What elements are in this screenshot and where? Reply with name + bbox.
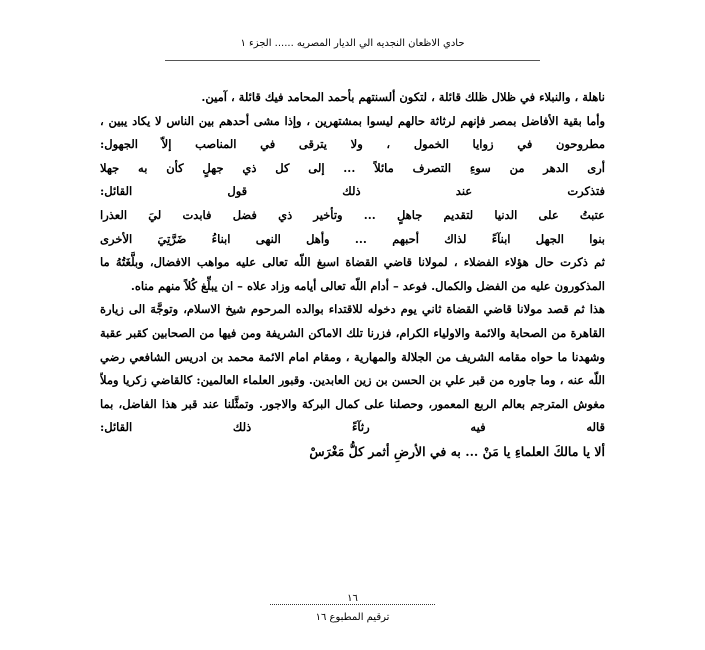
verse-line: ألا يا مالكَ العلماءِ يا مَنْ ... به في الأرضِ أثمر كلُّ مَغْرَسْ — [309, 443, 605, 459]
header-divider — [165, 60, 540, 61]
text-line: ناهلة ، والنبلاء في ظلال ظلك قائلة ، لتكون ألسنتهم بأحمد المحامد فيك قائلة ، آمين. — [201, 90, 605, 104]
verse-line: بنوا الجهل ابنآءً لذاك أحبهم ... وأهل النهى ابناءُ ضَرَّتِيَ الأخرى — [100, 231, 605, 246]
text-line: قاله فيه رثآءً ذلك القائل: — [100, 420, 605, 435]
text-line: مغوش المترجم بعالم الربع المعمور، وحصلنا على كمال البركة والاجور. وتمثَّلنا عند قبر هذا الفاضل، بما — [100, 396, 605, 411]
printed-page-number: ترقيم المطبوع ١٦ — [315, 612, 390, 623]
text-line: ثم ذكرت حال هؤلاء الفضلاء ، لمولانا قاضي القضاة اسبغ اللّه تعالى عليه مواهب الافضال، وبلَّغَتُهُ ما — [100, 255, 605, 270]
page-number-text: ١٦ — [343, 593, 362, 604]
verse-line: أرى الدهر من سوءِ التصرف مائلاً ... إلى كل ذي جهلٍ كأن به جهلا — [100, 160, 605, 175]
text-line: القاهرة من الصحابة والائمة والاولياء الكرام، فزرنا تلك الاماكن الشريفة ومن فيها من الصحابين كقبر عقبة — [100, 325, 605, 340]
text-line: مطروحون في زوايا الخمول ، ولا يترقى في المناصب إلاّ الجهول: — [100, 137, 605, 152]
footer-divider — [270, 604, 435, 605]
text-line: المذكورون عليه من الفضل والكمال. فوعد – أدام اللّه تعالى أيامه وزاد علاه – ان يبلِّغ كُلاً منهم مناه. — [130, 278, 605, 293]
text-line: وشهدنا ما حواه مقامه الشريف من الجلالة والمهارية ، ومقام امام الائمة محمد بن ادريس الشافعي رضي — [100, 349, 605, 364]
page-number — [270, 593, 435, 604]
running-header: حادي الاظعان النجديه الي الديار المصريه ...... الجزء ١ — [240, 38, 465, 49]
text-line: وأما بقية الأفاضل بمصر فإنهم لرثاثة حالهم ليسوا بمشتهرين ، وإذا مشى أحدهم بين الناس لا يكاد يبين ، — [100, 113, 605, 128]
verse-line: عتبتُ على الدنيا لتقديم جاهلٍ ... وتأخير ذي فضل فابدت ليَ العذرا — [100, 207, 605, 222]
text-line: اللّه عنه ، وما جاوره من قبر علي بن الحسن بن زين العابدين. وقبور العلماء العالمين: كالقاضي زكريا وملاّ — [100, 373, 605, 388]
text-line: فتذكرت عند ذلك قول القائل: — [100, 184, 605, 199]
text-line: هذا ثم قصد مولانا قاضي القضاة ثاني يوم دخوله للاقتداء بوالده المرحوم شيخ الاسلام، وتوجَّهَ الى زيارة — [100, 302, 605, 317]
page-body — [100, 86, 605, 464]
